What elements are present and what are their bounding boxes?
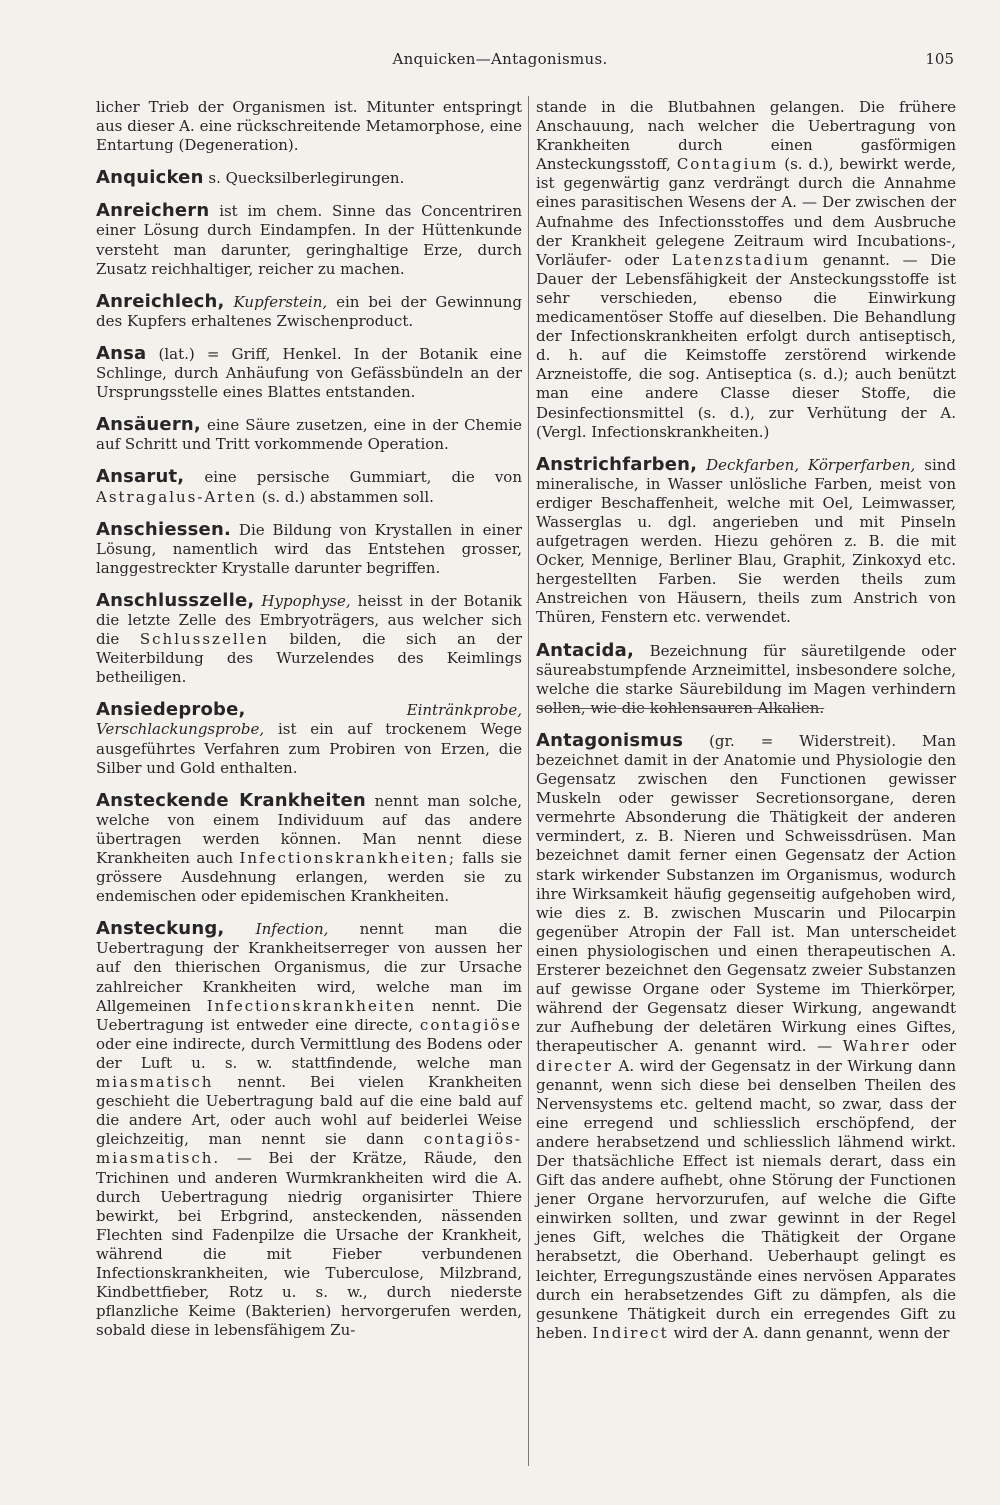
entry-antagonismus [536, 731, 956, 1343]
entry-text: nennt. Bei vielen Krankheiten geschieht die Uebertragung bald auf die eine bald auf die andere Art, oder auch wohl auf beiderlei Weise gleichzeitig, man nennt sie dann [96, 1073, 522, 1149]
entry-text: eine persische Gummiart, die von [184, 468, 522, 487]
entry-anschlusszelle [96, 591, 522, 687]
entry-text: falls sie grössere Ausdehnung erlangen, werden sie zu endemischen oder epidemischen Krankheiten. [96, 849, 522, 906]
spaced-term: contagiöse [419, 1015, 522, 1034]
running-header: Anquicken—Antagonismus. [392, 50, 608, 68]
left-column [96, 98, 522, 1353]
entry-text: (lat.) = Griff, Henkel. In der Botanik eine Schlinge, durch Anhäufung von Gefässbündeln an der Ursprungsstelle eines Blattes entstanden. [96, 344, 522, 402]
column-divider [528, 96, 529, 1466]
entry-text: nennt man die Uebertragung der Krankheitserreger von aussen her auf den thierischen Organismus, die zur Ursache zahlreicher Krankheiten wird, welche man im Allgemeinen [96, 920, 523, 1015]
entry-text: Die Bildung von Krystallen in einer Lösung, namentlich wird das Entstehen grosser, langgestreckter Krystalle darunter begriffen. [96, 520, 522, 577]
right-column [536, 98, 956, 1356]
entry-ansteckung [96, 919, 522, 1340]
entry-text: stande in die Blutbahnen gelangen. Die frühere Anschauung, nach welcher die Uebertragung von Krankheiten durch einen gasförmigen Ansteckungsstoff, [536, 98, 956, 174]
entry-text: — Bei der Krätze, Räude, den Trichinen und anderen Wurmkrankheiten wird die A. durch Uebertragung niedrig organisirter Thiere bewirkt, bei Erbgrind, ansteckenden, nässenden Flechten sind Fadenpilze die Ursache der Krankheit, während die mit Fieber verbundenen Infectionskrankheiten, wie Tuberculose, Milzbrand, Kindbettfieber, Rotz u. s. w., durch niederste pflanzliche Keime (Bakterien) hervorgerufen werden, sobald diese in lebensfähigem Zu- [96, 1149, 522, 1340]
entry-text: oder eine indirecte, durch Vermittlung des Bodens oder der Luft u. s. w. stattfindende, welche man [96, 1034, 522, 1072]
entry-text: (s. d.) abstammen soll. [257, 487, 434, 506]
entry-text: A. wird der Gegensatz in der Wirkung dann genannt, wenn sich diese bei denselben Theilen des Nervensystems etc. geltend macht, so zwar, dass der eine erregend und schliesslich erschöpfend, der andere herabsetzend und schliesslich lähmend wirkt. Der thatsächliche Effect ist niemals derart, dass ein Gift das andere aufhebt, ohne Störung der Functionen jener Organe hervorzurufen, auf welche die Gifte einwirken sollten, und zwar gewinnt in der Regel jenes Gift, welches die Thätigkeit der Organe herabsetzt, die Oberhand. Ueberhaupt gelingt es leichter, Erregungszustände eines nervösen Apparates durch ein herabsetzendes Gift zu dämpfen, als die gesunkene Thätigkeit durch ein erregendes Gift zu heben. [536, 1056, 956, 1342]
page-number: 105 [925, 50, 954, 68]
spaced-term: Infectionskrankheiten [206, 996, 417, 1015]
synonym: Kupferstein, [224, 292, 328, 311]
headword: Anschiessen. [96, 518, 232, 540]
headword: Antacida, [536, 639, 635, 661]
entry-text: sind mineralische, in Wasser unlösliche Farben, meist von erdiger Beschaffenheit, welche mit Oel, Leimwasser, Wasserglas u. dgl. angerieben und mit Pinseln aufgetragen werden. Hiezu gehören z. B. die mit Ocker, Mennige, Berliner Blau, Graphit, Zinkoxyd etc. hergestellten Farben. Sie werden theils zum Anstreichen von Häusern, theils zum Anstrich von Thüren, Fenstern etc. verwendet. [536, 455, 956, 627]
spaced-term: Infectionskrankheiten; [239, 849, 457, 867]
entry-anstrichfarben [536, 455, 956, 628]
headword: Anreichern [96, 200, 210, 222]
entry-text: wird der A. dann genannt, wenn der [668, 1323, 950, 1342]
entry-ansteckende-krankheiten [96, 791, 522, 907]
entry-ansiedeprobe [96, 700, 522, 777]
entry-text: ist ein auf trockenem Wege ausgeführtes Verfahren zum Probiren von Erzen, die Silber und Gold enthalten. [96, 720, 522, 777]
entry-text: oder [910, 1037, 957, 1056]
spaced-term: miasmatisch [96, 1073, 214, 1092]
spaced-term: Wahrer [842, 1037, 911, 1056]
entry-text: heisst in der Botanik die letzte Zelle des Embryoträgers, aus welcher sich die [96, 591, 522, 649]
spaced-term: Schlusszellen [139, 630, 269, 649]
spaced-term: Latenzstadium [671, 250, 811, 269]
entry-text: ein bei der Gewinnung des Kupfers erhaltenes Zwischenproduct. [96, 292, 523, 330]
spaced-term: Indirect [592, 1323, 669, 1342]
entry-text: s. Quecksilberlegirungen. [203, 169, 405, 188]
entry-text: eine Säure zusetzen, eine in der Chemie auf Schritt und Tritt vorkommende Operation. [96, 416, 522, 454]
headword: Anreichlech, [96, 290, 225, 312]
synonym: Infection, [224, 920, 329, 939]
entry-anquicken [96, 168, 522, 188]
spaced-term: Astragalus-Arten [96, 487, 258, 506]
entry-text: bilden, die sich an der Weiterbildung des Wurzelendes des Keimlings betheiligen. [96, 630, 523, 687]
headword: Ansteckung, [96, 918, 225, 940]
entry-antacida [536, 641, 956, 718]
entry-ansarut [96, 467, 522, 506]
spaced-term: directer [536, 1056, 613, 1075]
synonym: Hypophyse, [254, 591, 351, 610]
synonym: Eintränkprobe, Verschlackungsprobe, [96, 701, 522, 739]
headword: Anschlusszelle, [96, 589, 255, 611]
entry-ansaeuern [96, 415, 522, 454]
headword: Antagonismus [536, 729, 684, 751]
entry-ansa [96, 344, 522, 402]
entry-text: Bezeichnung für säuretilgende oder säureabstumpfende Arzneimittel, insbesondere solche, welche die starke Säurebildung im Magen verhindern [536, 641, 956, 698]
entry-anreichlech [96, 292, 522, 331]
headword: Ansäuern, [96, 414, 201, 436]
headword: Ansteckende Krankheiten [96, 789, 366, 811]
spaced-term: Contagium [676, 155, 779, 174]
entry-text: (s. d.), bewirkt werde, ist gegenwärtig ganz verdrängt durch die Annahme eines parasitischen Wesens der A. — Der zwischen der Aufnahme des Infectionsstoffes und dem Ausbruche der Krankheit gelegene Zeitraum wird Incubations-, Vorläufer- oder [536, 155, 956, 269]
headword: Anstrichfarben, [536, 453, 698, 475]
synonym: Deckfarben, Körperfarben, [697, 455, 916, 474]
struck-text: sollen, wie die kohlensauren Alkalien. [536, 698, 825, 717]
headword: Anquicken [96, 167, 204, 189]
headword: Ansarut, [96, 466, 185, 488]
entry-text: nennt man solche, welche von einem Individuum auf das andere übertragen werden können. Man nennt diese Krankheiten auch [96, 791, 522, 867]
entry-continuation [536, 98, 956, 442]
entry-text: nennt. Die Uebertragung ist entweder eine directe, [96, 996, 522, 1034]
headword: Ansa [96, 342, 147, 364]
entry-text: (gr. = Widerstreit). Man bezeichnet damit in der Anatomie und Physiologie den Gegensatz zwischen den Functionen gewisser Muskeln oder gewisser Secretionsorgane, deren vermehrte Absonderung die Thätigkeit der anderen vermindert, z. B. Nieren und Schweissdrüsen. Man bezeichnet damit ferner einen Gegensatz der Action stark wirkender Substanzen im Organismus, wodurch ihre Wirksamkeit häufig gegenseitig aufgehoben wird, wie dies z. B. zwischen Muscarin und Pilocarpin gegenüber Atropin der Fall ist. Man unterscheidet einen physiologischen und einen therapeutischen A. Ersterer bezeichnet den Gegensatz zweier Substanzen auf gewisse Organe oder Systeme im Thierkörper, während der Gegensatz dieser Wirkung, angewandt zur Aufhebung der deletären Wirkung eines Giftes, therapeutischer A. genannt wird. — [536, 731, 956, 1056]
entry-text: ist im chem. Sinne das Concentriren einer Lösung durch Eindampfen. In der Hüttenkunde versteht man darunter, geringhaltige Erze, durch Zusatz reichhaltiger, reicher zu machen. [96, 202, 522, 278]
headword: Ansiedeprobe, [96, 699, 246, 721]
entry-anschiessen [96, 520, 522, 578]
entry-text: genannt. — Die Dauer der Lebensfähigkeit der Ansteckungsstoffe ist sehr verschieden, ebenso die Einwirkung medicamentöser Stoffe auf dieselben. Die Behandlung der Infectionskrankheiten erfolgt durch antiseptisch, d. h. auf die Keimstoffe zerstörend wirkende Arzneistoffe, die sog. Antiseptica (s. d.); auch benützt man eine andere Classe dieser Stoffe, die Desinfectionsmittel (s. d.), zur Verhütung der A. (Vergl. Infectionskrankheiten.) [536, 250, 956, 441]
entry-continuation: licher Trieb der Organismen ist. Mitunter entspringt aus dieser A. eine rückschreitende Metamorphose, eine Entartung (Degeneration). [96, 98, 522, 155]
spaced-term: contagiös-miasmatisch. [96, 1130, 522, 1168]
entry-anreichern [96, 201, 522, 278]
